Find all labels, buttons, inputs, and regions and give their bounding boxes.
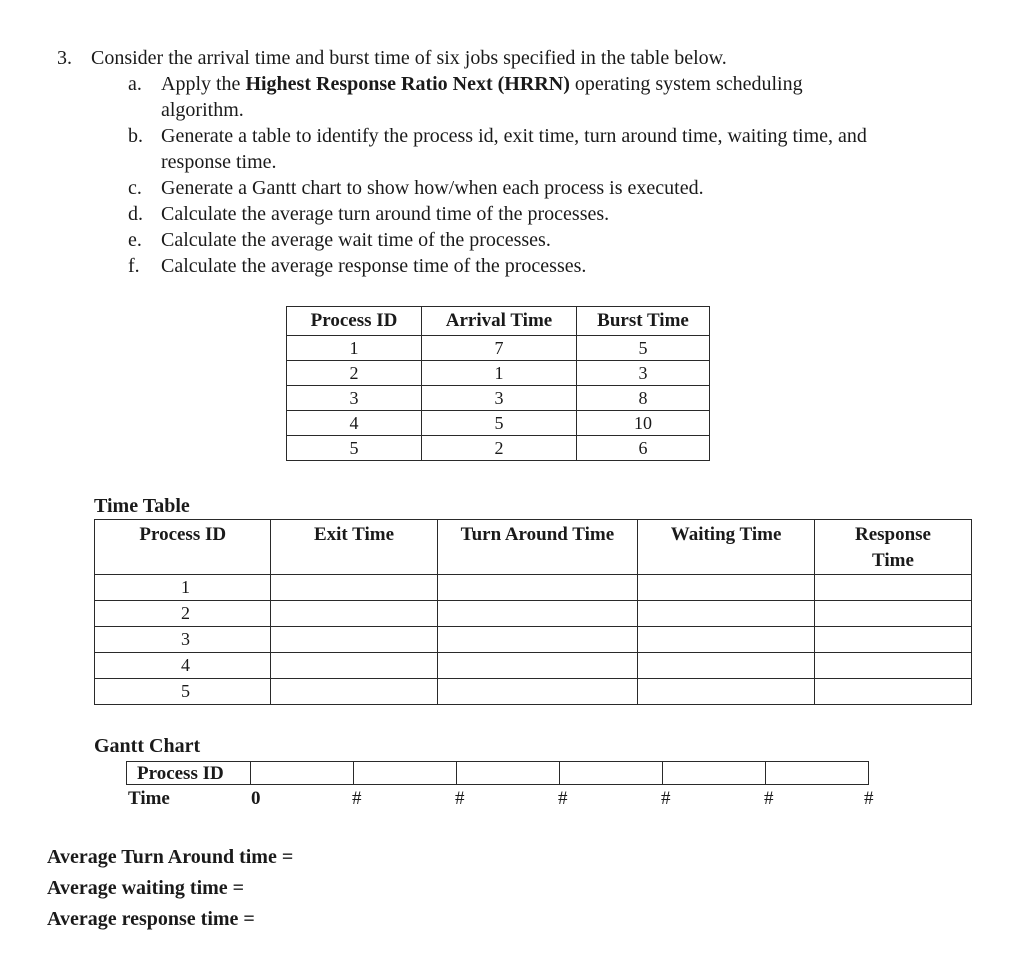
question-item-label: b. bbox=[128, 125, 143, 147]
time-table-header-row bbox=[95, 520, 972, 575]
input-table-header-row bbox=[287, 307, 710, 336]
question-number: 3. bbox=[57, 47, 72, 69]
avg-turnaround-label: Average Turn Around time = bbox=[47, 846, 294, 868]
time-table bbox=[94, 519, 972, 705]
input-table-row bbox=[287, 361, 710, 386]
header-burst-time: Burst Time bbox=[577, 307, 710, 336]
tt-cell-response[interactable] bbox=[814, 575, 971, 601]
tt-cell-exit-time[interactable] bbox=[271, 575, 437, 601]
question-item-text-post: operating system scheduling bbox=[569, 73, 803, 95]
cell-arrival-time: 5 bbox=[422, 411, 577, 436]
cell-arrival-time: 1 bbox=[422, 361, 577, 386]
tt-cell-response[interactable] bbox=[814, 653, 971, 679]
question-item-text-pre: Calculate the average wait time of the processes. bbox=[161, 229, 551, 251]
gantt-time-tick: # bbox=[764, 788, 774, 809]
cell-process-id: 2 bbox=[287, 361, 422, 386]
tt-header-exit-time: Exit Time bbox=[271, 520, 437, 575]
tt-cell-turnaround[interactable] bbox=[437, 601, 638, 627]
cell-burst-time: 6 bbox=[577, 436, 710, 461]
cell-burst-time: 5 bbox=[577, 336, 710, 361]
avg-turnaround bbox=[47, 846, 293, 869]
gantt-time-tick: # bbox=[352, 788, 362, 809]
question-intro: Consider the arrival time and burst time of six jobs specified in the table below. bbox=[91, 47, 727, 69]
cell-process-id: 4 bbox=[287, 411, 422, 436]
question-item-text-pre: Apply the bbox=[161, 73, 246, 95]
time-table-row bbox=[95, 575, 972, 601]
tt-cell-response[interactable] bbox=[814, 601, 971, 627]
gantt-title: Gantt Chart bbox=[94, 735, 201, 757]
tt-cell-response[interactable] bbox=[814, 679, 971, 705]
avg-waiting bbox=[47, 877, 244, 900]
avg-response bbox=[47, 908, 255, 931]
gantt-slot bbox=[250, 761, 354, 785]
time-table-row bbox=[95, 679, 972, 705]
tt-header-waiting: Waiting Time bbox=[638, 520, 815, 575]
tt-cell-process-id: 1 bbox=[95, 575, 271, 601]
question-item-text bbox=[161, 125, 867, 148]
avg-waiting-label: Average waiting time = bbox=[47, 877, 245, 899]
question-item-text bbox=[161, 177, 704, 200]
gantt-row-label-cell bbox=[126, 761, 251, 785]
header-arrival-time: Arrival Time bbox=[422, 307, 577, 336]
question-item-text-pre: Calculate the average turn around time of the processes. bbox=[161, 203, 610, 225]
question-item-label: f. bbox=[128, 255, 140, 277]
tt-cell-exit-time[interactable] bbox=[271, 653, 437, 679]
question-item-text-bold: Highest Response Ratio Next (HRRN) bbox=[245, 73, 570, 95]
question-item-label: d. bbox=[128, 203, 143, 225]
question-item-text bbox=[161, 255, 586, 278]
question-item-text-pre: Calculate the average response time of the processes. bbox=[161, 255, 587, 277]
tt-cell-waiting[interactable] bbox=[638, 679, 815, 705]
tt-header-process-id: Process ID bbox=[95, 520, 271, 575]
tt-cell-waiting[interactable] bbox=[638, 601, 815, 627]
gantt-slot bbox=[765, 761, 869, 785]
question-item-text-pre: Generate a table to identify the process id, exit time, turn around time, waiting time, and bbox=[161, 125, 867, 147]
gantt-slot bbox=[559, 761, 663, 785]
input-table bbox=[286, 306, 710, 461]
tt-cell-waiting[interactable] bbox=[638, 627, 815, 653]
question-item-label: a. bbox=[128, 73, 142, 95]
gantt-time-label: Time bbox=[128, 788, 170, 809]
cell-arrival-time: 3 bbox=[422, 386, 577, 411]
gantt-row-label: Process ID bbox=[137, 763, 224, 784]
question-item-text bbox=[161, 73, 803, 96]
question-item-text bbox=[161, 229, 551, 252]
tt-cell-exit-time[interactable] bbox=[271, 627, 437, 653]
gantt-time-tick: # bbox=[864, 788, 874, 809]
tt-cell-process-id: 4 bbox=[95, 653, 271, 679]
question-item-label: e. bbox=[128, 229, 142, 251]
tt-cell-turnaround[interactable] bbox=[437, 575, 638, 601]
tt-cell-exit-time[interactable] bbox=[271, 601, 437, 627]
question-item-text bbox=[161, 203, 609, 226]
cell-burst-time: 10 bbox=[577, 411, 710, 436]
gantt-slot bbox=[353, 761, 457, 785]
cell-process-id: 3 bbox=[287, 386, 422, 411]
tt-cell-process-id: 2 bbox=[95, 601, 271, 627]
avg-response-label: Average response time = bbox=[47, 908, 255, 930]
input-table-row bbox=[287, 436, 710, 461]
gantt-time-tick: # bbox=[661, 788, 671, 809]
question-item-continuation: algorithm. bbox=[161, 99, 244, 121]
gantt-slot bbox=[456, 761, 560, 785]
time-table-row bbox=[95, 601, 972, 627]
tt-cell-process-id: 5 bbox=[95, 679, 271, 705]
cell-burst-time: 8 bbox=[577, 386, 710, 411]
gantt-time-tick: # bbox=[558, 788, 568, 809]
time-table-row bbox=[95, 653, 972, 679]
tt-cell-process-id: 3 bbox=[95, 627, 271, 653]
cell-arrival-time: 2 bbox=[422, 436, 577, 461]
time-table-row bbox=[95, 627, 972, 653]
cell-process-id: 1 bbox=[287, 336, 422, 361]
tt-cell-waiting[interactable] bbox=[638, 653, 815, 679]
input-table-row bbox=[287, 386, 710, 411]
cell-process-id: 5 bbox=[287, 436, 422, 461]
tt-cell-response[interactable] bbox=[814, 627, 971, 653]
question-item-text-pre: Generate a Gantt chart to show how/when each process is executed. bbox=[161, 177, 704, 199]
tt-header-response: Response Time bbox=[814, 520, 971, 575]
tt-cell-turnaround[interactable] bbox=[437, 679, 638, 705]
header-process-id: Process ID bbox=[287, 307, 422, 336]
tt-header-turnaround: Turn Around Time bbox=[437, 520, 638, 575]
gantt-slot bbox=[662, 761, 766, 785]
tt-cell-exit-time[interactable] bbox=[271, 679, 437, 705]
cell-burst-time: 3 bbox=[577, 361, 710, 386]
input-table-row bbox=[287, 411, 710, 436]
time-table-title: Time Table bbox=[94, 495, 190, 517]
tt-cell-waiting[interactable] bbox=[638, 575, 815, 601]
question-header bbox=[57, 47, 727, 70]
gantt-time-tick: # bbox=[455, 788, 465, 809]
input-table-row bbox=[287, 336, 710, 361]
gantt-time-tick: 0 bbox=[251, 788, 261, 809]
question-item-label: c. bbox=[128, 177, 142, 199]
question-item-continuation: response time. bbox=[161, 151, 277, 173]
tt-cell-turnaround[interactable] bbox=[437, 653, 638, 679]
tt-cell-turnaround[interactable] bbox=[437, 627, 638, 653]
cell-arrival-time: 7 bbox=[422, 336, 577, 361]
